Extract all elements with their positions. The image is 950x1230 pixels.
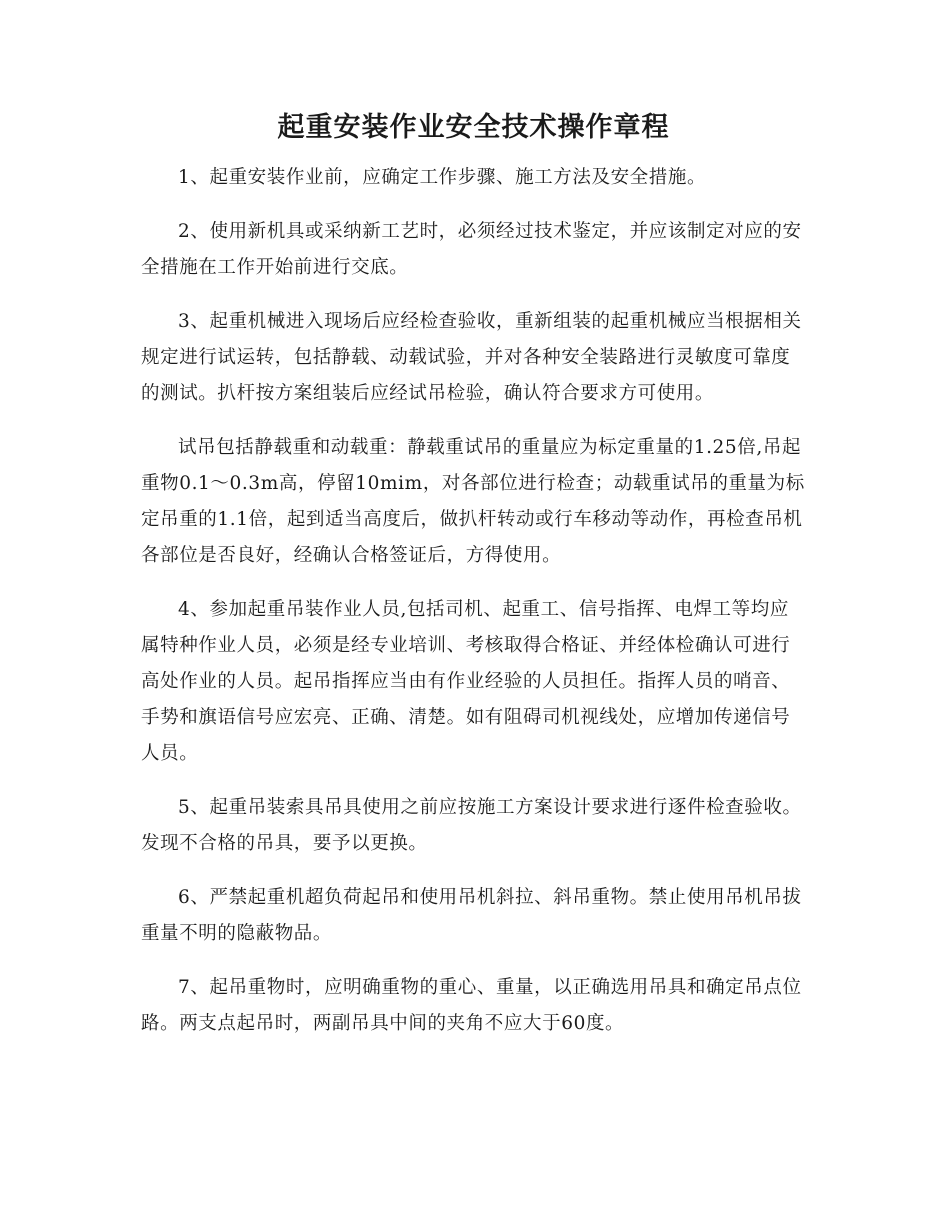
paragraph-4: 4、参加起重吊装作业人员,包括司机、起重工、信号指挥、电焊工等均应属特种作业人员，必须是经专业培训、考核取得合格证、并经体检确认可进行高处作业的人员。起吊指挥应当由有作业经验的人员担任。指挥人员的哨音、手势和旗语信号应宏亮、正确、清楚。如有阻碍司机视线处，应增加传递信号人员。 (141, 599, 791, 764)
paragraph-trial-lift: 试吊包括静载重和动载重：静载重试吊的重量应为标定重量的1.25倍,吊起重物0.1～0.3m高，停留10mim，对各部位进行检查；动载重试吊的重量为标定吊重的1.1倍，起到适当高度后，做扒杆转动或行车移动等动作，再检查吊机各部位是否良好，经确认合格签证后，方得使用。 (141, 437, 805, 566)
document-title: 起重安装作业安全技术操作章程 (277, 112, 670, 143)
paragraph-1: 1、起重安装作业前，应确定工作步骤、施工方法及安全措施。 (178, 167, 707, 188)
paragraph-5: 5、起重吊装索具吊具使用之前应按施工方案设计要求进行逐件检查验收。发现不合格的吊具，要予以更换。 (141, 797, 802, 854)
paragraph-7: 7、起吊重物时，应明确重物的重心、重量，以正确选用吊具和确定吊点位路。两支点起吊时，两副吊具中间的夹角不应大于60度。 (141, 977, 802, 1034)
paragraph-6: 6、严禁起重机超负荷起吊和使用吊机斜拉、斜吊重物。禁止使用吊机吊拔重量不明的隐蔽物品。 (141, 887, 802, 944)
paragraph-3: 3、起重机械进入现场后应经检查验收，重新组装的起重机械应当根据相关规定进行试运转，包括静载、动载试验，并对各种安全装路进行灵敏度可靠度的测试。扒杆按方案组装后应经试吊检验，确认符合要求方可使用。 (141, 311, 802, 404)
paragraph-2: 2、使用新机具或采纳新工艺时，必须经过技术鉴定，并应该制定对应的安全措施在工作开始前进行交底。 (141, 221, 802, 278)
document-page (141, 108, 806, 1060)
